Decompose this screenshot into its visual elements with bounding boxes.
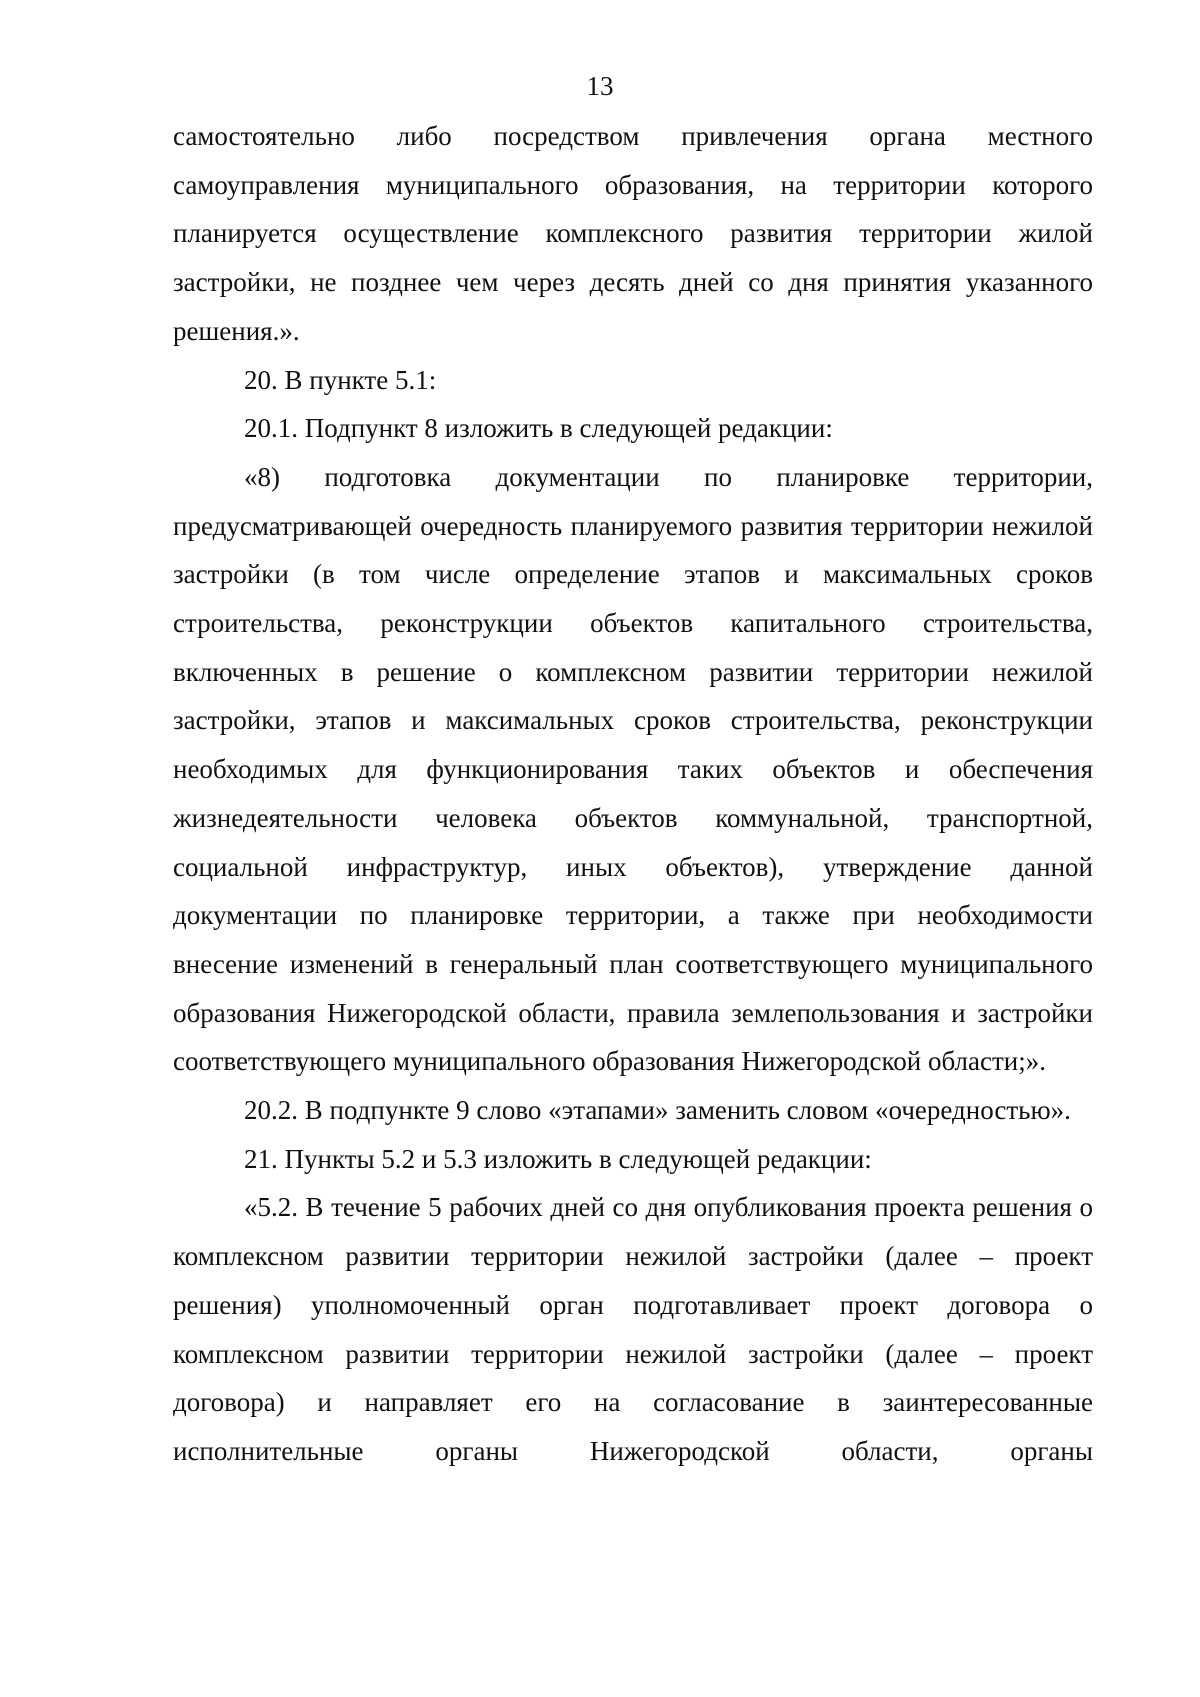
paragraph-item-20-1: 20.1. Подпункт 8 изложить в следующей редакции:: [244, 413, 833, 444]
paragraph-item-20-2: 20.2. В подпункте 9 слово «этапами» заменить словом «очередностью».: [244, 1095, 1071, 1126]
paragraph-subitem-8-text: «8) подготовка документации по планировке территории, предусматривающей очередность планируемого развития территории нежилой застройки (в том числе определение этапов и максимальных сроков строительства, реконструкции объектов капитального строительства, включенных в решение о комплексном развитии территории нежилой застройки, этапов и максимальных сроков строительства, реконструкции необходимых для функционирования таких объектов и обеспечения жизнедеятельности человека объектов коммунальной, транспортной, социальной инфраструктур, иных объектов), утверждение данной документации по планировке территории, а также при необходимости внесение изменений в генеральный план соответствующего муниципального образования Нижегородской области, правила землепользования и застройки соответствующего муниципального образования Нижегородской области;».: [173, 461, 1093, 1077]
paragraph-item-20: 20. В пункте 5.1:: [244, 364, 437, 395]
page-number: 13: [586, 71, 614, 101]
paragraph-item-21: 21. Пункты 5.2 и 5.3 изложить в следующей редакции:: [244, 1143, 872, 1174]
paragraph-item-5-2-text: «5.2. В течение 5 рабочих дней со дня опубликования проекта решения о комплексном развитии территории нежилой застройки (далее – проект решения) уполномоченный орган подготавливает проект договора о комплексном развитии территории нежилой застройки (далее – проект договора) и направляет его на согласование в заинтересованные исполнительные органы Нижегородской области, органы: [173, 1192, 1093, 1466]
paragraph-continuation: самостоятельно либо посредством привлечения органа местного самоуправления муниципального образования, на территории которого планируется осуществление комплексного развития территории жилой застройки, не позднее чем через десять дней со дня принятия указанного решения.».: [173, 121, 1093, 346]
document-body: [173, 112, 1093, 1476]
